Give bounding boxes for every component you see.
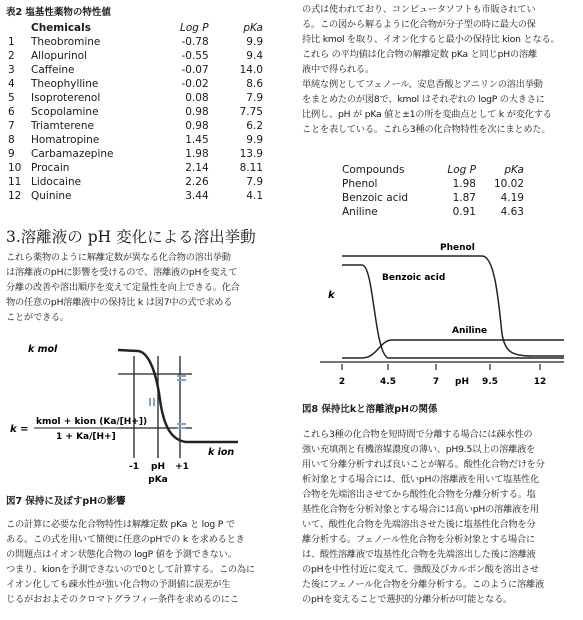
table2-cell-logp: -0.78	[181, 36, 209, 48]
text-line: 基性化合物を分析対象とする場合には高いpHの溶離液を用	[302, 504, 540, 515]
text-line: いて、酸性化合物を先端溶出させた後に塩基性化合物を分	[302, 519, 536, 530]
table2-cell-index: 3	[8, 64, 15, 76]
text-line: のpHを変えることで選択的分離分析が可能となる。	[302, 594, 513, 605]
fig8-tick-12: 12	[533, 377, 547, 387]
table2-row	[8, 133, 263, 147]
fig8-tick-7: 7	[432, 377, 440, 387]
table2-cell-pka: 4.1	[246, 190, 263, 202]
text-line: の式は使われており、コンピュータソフトも市販されてい	[302, 4, 536, 15]
text-line: イオン化しても疎水性が強い化合物の予測値に誤差が生	[6, 579, 231, 590]
fig8-phenol-curve	[342, 256, 564, 356]
text-line: 液中で得られる。	[302, 64, 374, 75]
fig7-kion-label: k ion	[208, 447, 235, 458]
fig7-caption: 図7 保持に及ぼすpHの影響	[6, 496, 126, 507]
table2-cell-index: 12	[8, 190, 22, 202]
table3-row	[342, 177, 524, 191]
table2-cell-logp: 3.44	[185, 190, 209, 202]
fig8-phenol-label: Phenol	[440, 243, 475, 253]
table2-cell-index: 4	[8, 78, 15, 90]
table2-cell-index: 8	[8, 134, 15, 146]
text-line: ことを表している。これら3種の化合物特性を次にまとめた。	[302, 124, 551, 135]
table2-cell-logp: 2.14	[185, 162, 209, 174]
fig8-k-label: k	[328, 290, 335, 301]
text-line: 合物を先端溶出させてから酸性化合物を分離分析する。塩	[302, 489, 536, 500]
fig7-formula-lhs: k =	[10, 424, 29, 435]
table3-cell-compound: Benzoic acid	[342, 192, 409, 204]
table2-cell-index: 5	[8, 92, 15, 104]
table2-cell-index: 11	[8, 176, 22, 188]
fig8-tick-2: 2	[338, 377, 346, 387]
table2-cell-logp: -0.07	[181, 64, 209, 76]
table2-cell-chemical: Lidocaine	[30, 176, 82, 188]
table2-row	[8, 175, 263, 189]
table2-cell-index: 1	[8, 36, 15, 48]
text-line: 離分析する。フェノール性化合物を分析対象とする場合に	[302, 534, 535, 545]
table2-cell-logp: 0.98	[185, 106, 209, 118]
table2-cell-logp: 0.98	[185, 120, 209, 132]
fig8-tick-9-5: 9.5	[482, 377, 498, 387]
table2-cell-logp: -0.55	[181, 50, 209, 62]
right-para1	[302, 2, 583, 137]
table3-cell-logp: 1.87	[452, 192, 476, 204]
fig8-tick-4-5: 4.5	[380, 377, 396, 387]
fig7-tick-plus1: +1	[175, 462, 189, 472]
table2-cell-pka: 8.11	[239, 162, 263, 174]
fig7-tick-ph: pH	[151, 462, 165, 472]
table2-cell-index: 6	[8, 106, 15, 118]
table2-row	[8, 105, 263, 119]
text-line: これら薬物のように解離定数が異なる化合物の溶出挙動	[6, 252, 231, 263]
section-title: 3.溶離液の pH 変化による溶出挙動	[6, 228, 256, 246]
table2-cell-pka: 6.2	[246, 120, 263, 132]
table2-cell-pka: 7.75	[239, 106, 263, 118]
table3	[342, 163, 524, 219]
text-line: ある。この式を用いて簡便に任意のpHでの k を求めるとき	[6, 534, 245, 545]
text-line: これら3種の化合物を短時間で分離する場合には疎水性の	[302, 429, 533, 440]
table2-cell-chemical: Triamterene	[30, 120, 94, 132]
text-line: のpHを中性付近に変えて、強酸及びカルボン酸を溶出させ	[302, 564, 539, 575]
table2-body	[8, 35, 263, 203]
text-line: 析対象とする場合には、低いpHの溶離液を用いて塩基性化	[302, 474, 540, 485]
table2-cell-pka: 9.9	[246, 134, 263, 146]
table2-cell-chemical: Theophylline	[30, 78, 99, 90]
text-line: 強い充填剤と有機溶媒濃度の薄い、pH9.5以上の溶離液を	[302, 444, 536, 455]
table2-row	[8, 161, 263, 175]
fig7-xlabel: pKa	[148, 475, 168, 485]
table3-cell-compound: Aniline	[342, 206, 378, 218]
table2-cell-logp: 0.08	[185, 92, 209, 104]
text-line: 比例し、pH が pKa 値と±1の所を変曲点として k が変化する	[302, 109, 552, 120]
table2-cell-logp: 1.45	[185, 134, 209, 146]
left-para1	[6, 250, 288, 325]
table3-row	[342, 205, 524, 219]
table2-cell-pka: 13.9	[239, 148, 263, 160]
fig8-benzoic-label: Benzoic acid	[382, 273, 446, 283]
text-line: 用いて分離分析すれば良いことが解る。酸性化合物だけを分	[302, 459, 545, 470]
table2-row	[8, 119, 263, 133]
table3-header-pka: pKa	[504, 164, 524, 176]
table2-row	[8, 63, 263, 77]
right-para2	[302, 427, 583, 607]
table2-header-logp: Log P	[180, 22, 209, 34]
table2-cell-chemical: Isoproterenol	[30, 92, 101, 104]
fig8-diagram	[302, 234, 583, 394]
fig7-tick-minus1: -1	[129, 462, 139, 472]
table2-cell-index: 10	[8, 162, 22, 174]
table3-cell-logp: 0.91	[452, 206, 476, 218]
table2-row	[8, 49, 263, 63]
left-para2	[6, 517, 288, 607]
fig7-kmol-label: k mol	[28, 344, 58, 355]
table2-cell-index: 7	[8, 120, 15, 132]
table2-row	[8, 77, 263, 91]
table3-cell-pka: 10.02	[493, 178, 524, 190]
table2-cell-chemical: Scopolamine	[30, 106, 99, 118]
text-line: じるがおおよそのクロマトグラフィー条件を求めるのにこ	[6, 594, 239, 605]
text-line: 物の任意のpH溶離液中の保持比 k は図7中の式で求める	[6, 297, 233, 308]
table2-row	[8, 147, 263, 161]
table2-header-pka: pKa	[243, 22, 263, 34]
fig8-xlabel-ph: pH	[455, 377, 469, 387]
fig7-formula-numerator: kmol + kion (Ka/[H+])	[36, 417, 148, 427]
table2-cell-chemical: Allopurinol	[30, 50, 87, 62]
table3-header-row	[342, 163, 524, 177]
fig7-diagram	[6, 340, 288, 488]
table2-cell-logp: 2.26	[185, 176, 209, 188]
text-line: 分離の改善や溶出順序を変えて定量性を向上できる。化合	[6, 282, 240, 293]
table2-cell-chemical: Quinine	[30, 190, 72, 202]
table2	[8, 21, 263, 203]
table2-cell-pka: 9.9	[246, 36, 263, 48]
text-line: つまり、kionを予測できないので0として計算する。この為に	[6, 564, 255, 575]
table2-cell-chemical: Theobromine	[30, 36, 101, 48]
table2-cell-chemical: Homatropine	[30, 134, 100, 146]
fig8-aniline-label: Aniline	[452, 326, 488, 336]
table2-cell-pka: 7.9	[246, 92, 263, 104]
table3-cell-pka: 4.19	[500, 192, 524, 204]
table2-row	[8, 91, 263, 105]
table2-cell-pka: 9.4	[246, 50, 263, 62]
text-line: この計算に必要な化合物特性は解離定数 pKa と log P で	[6, 519, 235, 530]
table2-cell-chemical: Caffeine	[30, 64, 75, 76]
text-line: る。この図から解るように化合物が分子型の時に最大の保	[302, 19, 536, 30]
table2-row	[8, 189, 263, 203]
table2-cell-pka: 7.9	[246, 176, 263, 188]
table2-row	[8, 35, 263, 49]
table2-cell-chemical: Procain	[30, 162, 70, 174]
table3-header-compounds: Compounds	[342, 164, 405, 176]
table3-body	[342, 177, 524, 219]
table2-cell-index: 2	[8, 50, 15, 62]
text-line: ことができる。	[6, 312, 69, 323]
fig7-formula-denominator: 1 + Ka/[H+]	[56, 432, 116, 442]
table2-cell-logp: 1.98	[185, 148, 209, 160]
text-line: は、酸性溶離液で塩基性化合物を先端溶出した後に溶離液	[302, 549, 536, 560]
text-line: の問題点はイオン状態化合物の logP 値を予測できない。	[6, 549, 237, 560]
table3-row	[342, 191, 524, 205]
text-line: た後にフェノール化合物を分離分析する。このように溶離液	[302, 579, 544, 590]
table2-header-chemicals: Chemicals	[30, 22, 91, 34]
text-line: 持比 kmol を取り、イオン化すると最小の保持比 kion となる。	[302, 34, 560, 45]
text-line: をまとめたのが図8で、kmol はそれぞれの logP の大きさに	[302, 94, 545, 105]
text-line: は溶離液のpHに影響を受けるので、溶離液のpHを変えて	[6, 267, 238, 278]
table2-cell-pka: 8.6	[246, 78, 263, 90]
table2-cell-index: 9	[8, 148, 15, 160]
table2-cell-logp: -0.02	[181, 78, 209, 90]
table2-header-row	[8, 21, 263, 35]
fig8-caption: 図8 保持比kと溶離液pHの関係	[302, 404, 438, 415]
text-line: これら の平均値は化合物の解離定数 pKa と同じpHの溶離	[302, 49, 537, 60]
table2-cell-chemical: Carbamazepine	[30, 148, 114, 160]
fig8-benzoic-curve	[342, 265, 564, 358]
table3-cell-pka: 4.63	[500, 206, 524, 218]
table2-title: 表2 塩基性薬物の特性値	[6, 7, 111, 18]
table3-cell-logp: 1.98	[452, 178, 476, 190]
table2-cell-pka: 14.0	[239, 64, 263, 76]
table2-header-index	[8, 21, 31, 35]
table3-cell-compound: Phenol	[342, 178, 378, 190]
table3-header-logp: Log P	[447, 164, 476, 176]
text-line: 単純な例としてフェノール、安息香酸とアニリンの溶出挙動	[302, 79, 543, 90]
